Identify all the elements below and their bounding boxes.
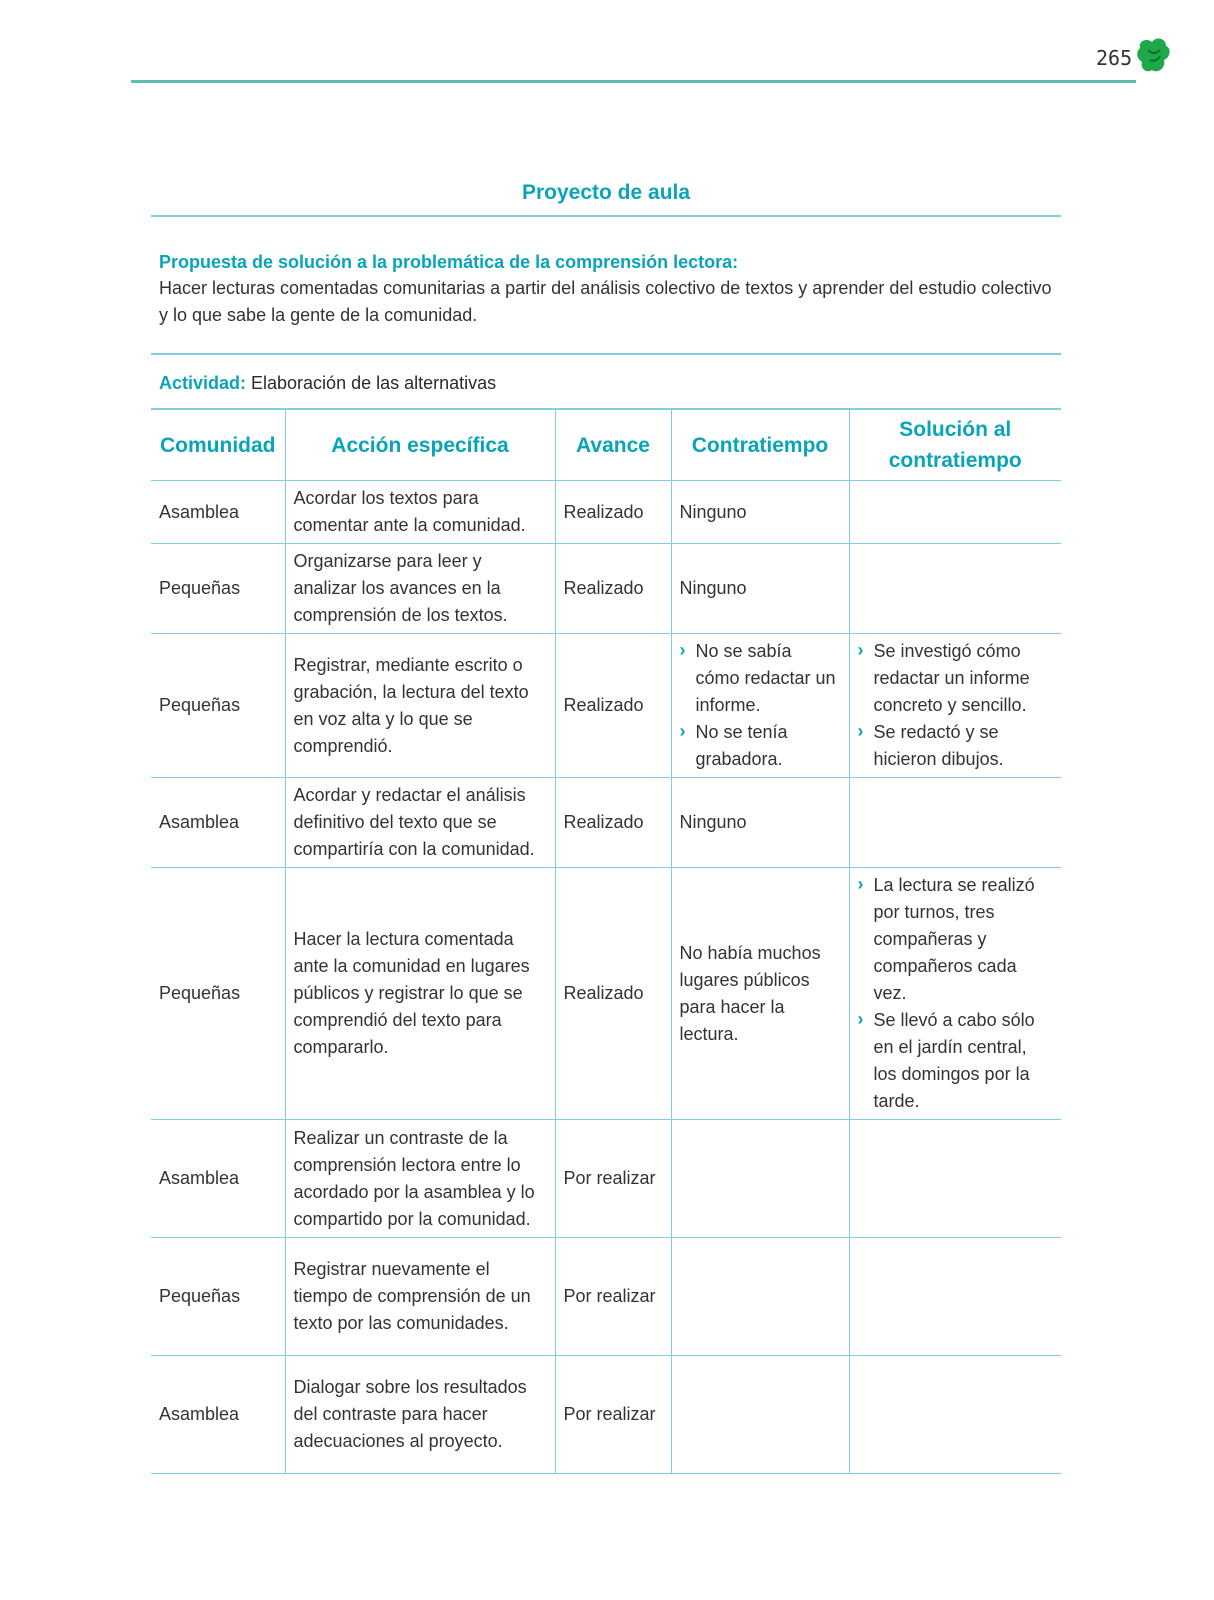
table-row <box>151 778 1061 868</box>
cell-solucion <box>849 868 1061 1120</box>
page-title: Proyecto de aula <box>151 175 1061 217</box>
table-header-row <box>151 409 1061 481</box>
activity-text: Elaboración de las alternativas <box>246 373 497 393</box>
column-header-avance: Avance <box>555 409 671 481</box>
column-header-comunidad: Comunidad <box>151 409 285 481</box>
list-item: › Se llevó a cabo sólo en el jardín central, los domingos por la tarde. <box>858 1007 1054 1115</box>
cell-comunidad: Pequeñas <box>151 544 285 634</box>
green-leaf-blob-icon <box>1136 36 1172 76</box>
table-row <box>151 634 1061 778</box>
list-item: › La lectura se realizó por turnos, tres compañeras y compañeros cada vez. <box>858 872 1054 1007</box>
table-row <box>151 481 1061 544</box>
list-item: › No se tenía grabadora. <box>680 719 841 773</box>
cell-accion: Organizarse para leer y analizar los avances en la comprensión de los textos. <box>285 544 555 634</box>
cell-contratiempo: Ninguno <box>671 778 849 868</box>
cell-accion: Registrar, mediante escrito o grabación, la lectura del texto en voz alta y lo que se comprendió. <box>285 634 555 778</box>
cell-contratiempo <box>671 1120 849 1238</box>
column-header-solucion: Solución al contratiempo <box>849 409 1061 481</box>
alternatives-table <box>151 408 1061 1474</box>
header-rule <box>131 80 1136 83</box>
cell-accion: Registrar nuevamente el tiempo de comprensión de un texto por las comunidades. <box>285 1238 555 1356</box>
cell-solucion <box>849 1356 1061 1474</box>
cell-comunidad: Pequeñas <box>151 1238 285 1356</box>
cell-contratiempo: Ninguno <box>671 544 849 634</box>
proposal-text: Hacer lecturas comentadas comunitarias a partir del análisis colectivo de textos y aprender del estudio colectivo y lo que sabe la gente de la comunidad. <box>159 278 1052 325</box>
cell-contratiempo: Ninguno <box>671 481 849 544</box>
cell-solucion <box>849 481 1061 544</box>
cell-contratiempo <box>671 1238 849 1356</box>
contratiempo-list <box>680 638 841 773</box>
cell-avance: Realizado <box>555 778 671 868</box>
solucion-list <box>858 872 1054 1115</box>
proposal-heading: Propuesta de solución a la problemática de la comprensión lectora: <box>159 252 739 272</box>
cell-solucion <box>849 1120 1061 1238</box>
cell-avance: Realizado <box>555 481 671 544</box>
cell-comunidad: Asamblea <box>151 778 285 868</box>
table-row <box>151 1238 1061 1356</box>
table-row <box>151 1356 1061 1474</box>
page-number: 265 <box>1096 46 1133 70</box>
list-item: › No se sabía cómo redactar un informe. <box>680 638 841 719</box>
cell-comunidad: Asamblea <box>151 1356 285 1474</box>
cell-contratiempo: No había muchos lugares públicos para hacer la lectura. <box>671 868 849 1120</box>
cell-accion: Acordar los textos para comentar ante la comunidad. <box>285 481 555 544</box>
cell-avance: Realizado <box>555 634 671 778</box>
list-item: › Se redactó y se hicieron dibujos. <box>858 719 1054 773</box>
activity-line <box>151 355 1061 408</box>
table-row <box>151 1120 1061 1238</box>
cell-accion: Realizar un contraste de la comprensión lectora entre lo acordado por la asamblea y lo compartido por la comunidad. <box>285 1120 555 1238</box>
cell-solucion <box>849 1238 1061 1356</box>
cell-accion: Dialogar sobre los resultados del contraste para hacer adecuaciones al proyecto. <box>285 1356 555 1474</box>
cell-avance: Realizado <box>555 544 671 634</box>
column-header-accion: Acción específica <box>285 409 555 481</box>
cell-accion: Hacer la lectura comentada ante la comunidad en lugares públicos y registrar lo que se comprendió del texto para compararlo. <box>285 868 555 1120</box>
proposal-section <box>151 217 1061 355</box>
table-row <box>151 544 1061 634</box>
cell-contratiempo <box>671 634 849 778</box>
activity-label: Actividad: <box>159 373 247 393</box>
solucion-list <box>858 638 1054 773</box>
cell-comunidad: Asamblea <box>151 481 285 544</box>
cell-comunidad: Pequeñas <box>151 634 285 778</box>
cell-avance: Por realizar <box>555 1120 671 1238</box>
table-row <box>151 868 1061 1120</box>
cell-avance: Realizado <box>555 868 671 1120</box>
project-sheet <box>151 175 1061 1474</box>
cell-solucion <box>849 778 1061 868</box>
cell-comunidad: Asamblea <box>151 1120 285 1238</box>
cell-accion: Acordar y redactar el análisis definitivo del texto que se compartiría con la comunidad. <box>285 778 555 868</box>
cell-solucion <box>849 634 1061 778</box>
cell-contratiempo <box>671 1356 849 1474</box>
cell-avance: Por realizar <box>555 1238 671 1356</box>
cell-solucion <box>849 544 1061 634</box>
cell-comunidad: Pequeñas <box>151 868 285 1120</box>
cell-avance: Por realizar <box>555 1356 671 1474</box>
column-header-contratiempo: Contratiempo <box>671 409 849 481</box>
list-item: › Se investigó cómo redactar un informe concreto y sencillo. <box>858 638 1054 719</box>
